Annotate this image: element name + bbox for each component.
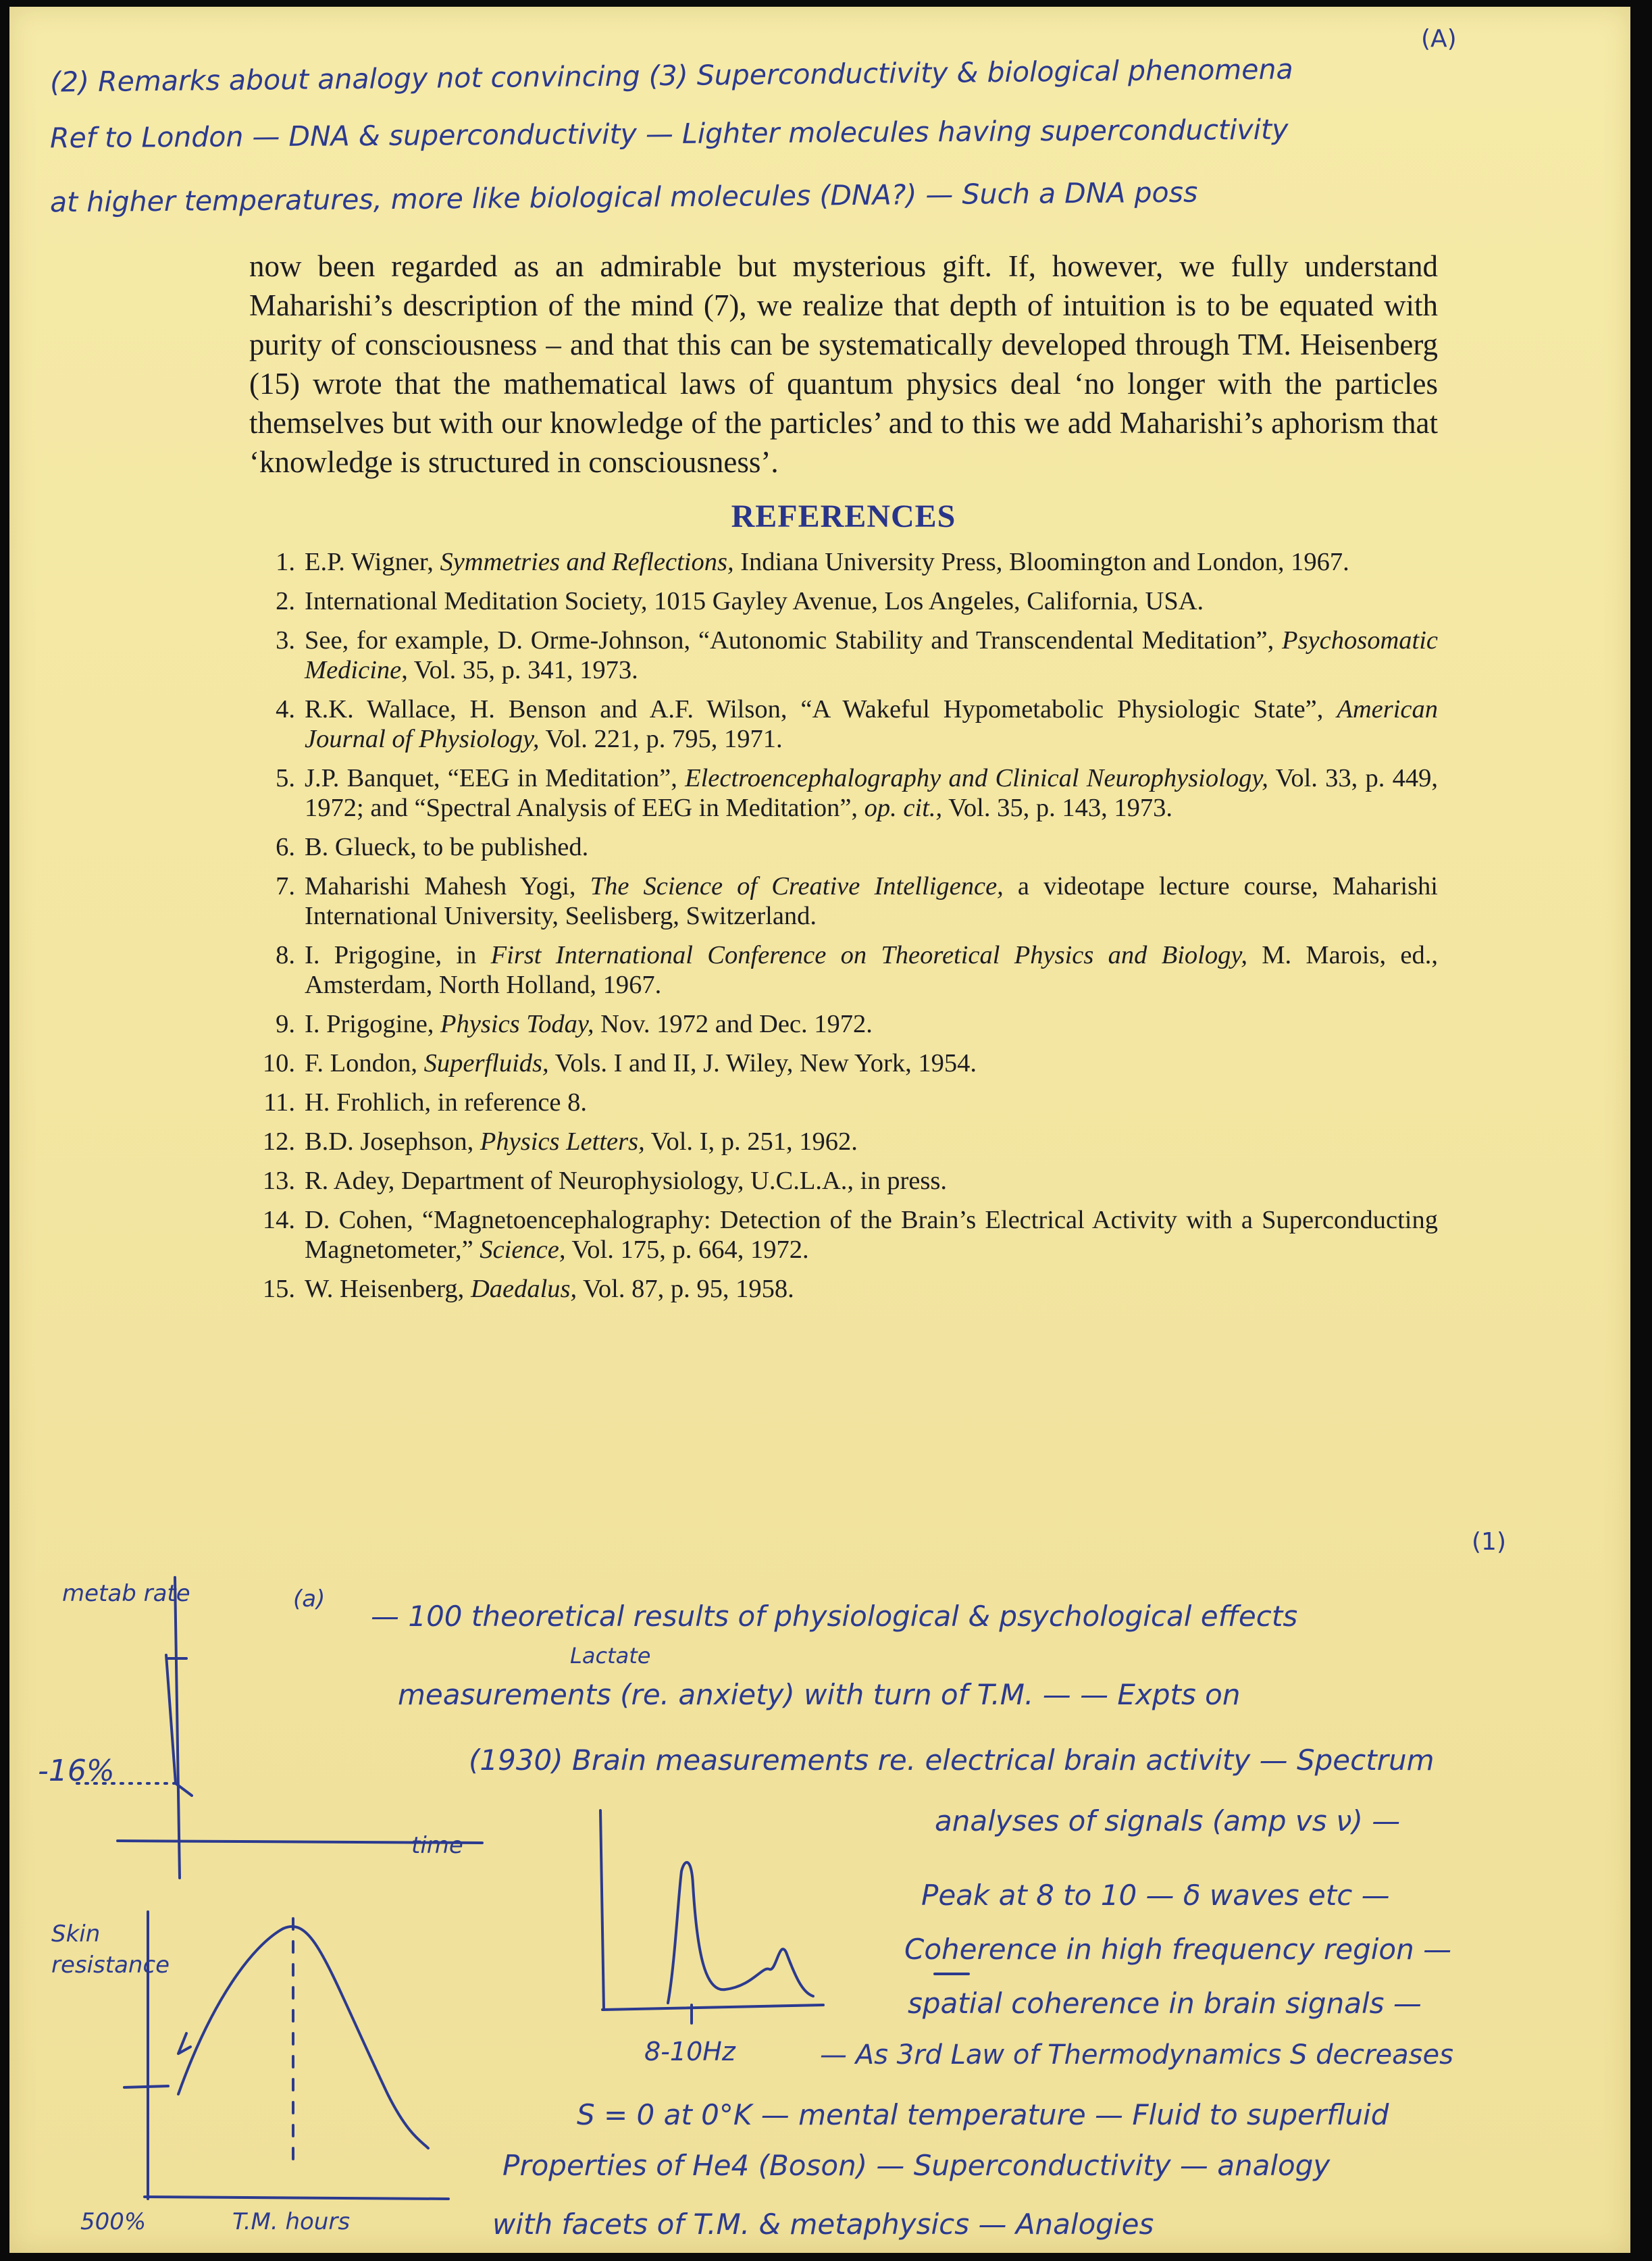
reference-italic-title: Symmetries and Reflections, — [440, 548, 734, 576]
reference-item — [249, 1048, 1438, 1078]
reference-text — [305, 832, 1438, 862]
reference-item — [249, 547, 1438, 577]
reference-text-part: Vols. I and II, J. Wiley, New York, 1954. — [548, 1049, 977, 1077]
reference-text-part: J.P. Banquet, “EEG in Meditation”, — [305, 764, 686, 792]
reference-number: 12. — [262, 1127, 295, 1156]
reference-number: 8. — [276, 941, 295, 969]
skin-resistance-curve — [178, 1927, 428, 2148]
skin-resistance-tick — [124, 2086, 168, 2087]
skin-resistance-arrow — [178, 2033, 190, 2054]
reference-text — [305, 1274, 1438, 1304]
reference-number: 6. — [276, 833, 295, 861]
reference-italic-title: Physics Letters, — [480, 1127, 645, 1156]
reference-number: 15. — [262, 1275, 295, 1303]
reference-text-part: I. Prigogine, — [305, 1010, 441, 1038]
reference-text-part: W. Heisenberg, — [305, 1275, 471, 1303]
reference-text-part: a videotape lecture course, Maharishi International University, Seelisberg, Switzerland. — [305, 872, 1438, 930]
reference-number: 4. — [276, 695, 295, 723]
reference-item — [249, 1205, 1438, 1265]
reference-text-part: Maharishi Mahesh Yogi, — [305, 872, 590, 900]
reference-number: 9. — [276, 1010, 295, 1038]
reference-number: 1. — [276, 548, 295, 576]
reference-text — [305, 1166, 1438, 1196]
reference-italic-title: op. cit., — [864, 794, 943, 822]
reference-italic-title: Psychosomatic Medicine — [305, 626, 1438, 684]
eeg-spectrum-curve — [668, 1862, 813, 2003]
reference-text — [305, 940, 1438, 1000]
reference-italic-title: Science, — [480, 1236, 566, 1264]
handwritten-item-mark: (a) — [293, 1585, 326, 1612]
document-page — [9, 7, 1630, 2253]
reference-text — [305, 1127, 1438, 1157]
reference-text-part: H. Frohlich, in reference 8. — [305, 1088, 587, 1117]
reference-italic-title: First International Conference on Theoretical Physics and Biology, — [490, 941, 1247, 969]
reference-number: 2. — [276, 587, 295, 615]
reference-number: 5. — [276, 764, 295, 792]
reference-text-part: D. Cohen, “Magnetoencephalography: Detection of the Brain’s Electrical Activity with a Superconducting Magnetometer,” — [305, 1206, 1438, 1264]
reference-text-part: M. Marois, ed., Amsterdam, North Holland, 1967. — [305, 941, 1438, 999]
reference-item — [249, 1166, 1438, 1196]
reference-text-part: Vol. I, p. 251, 1962. — [644, 1127, 858, 1156]
reference-text — [305, 1205, 1438, 1265]
printed-text-block — [249, 247, 1438, 1313]
reference-text — [305, 1009, 1438, 1039]
reference-italic-title: Physics Today, — [440, 1010, 594, 1038]
reference-italic-title: American Journal of Physiology, — [305, 695, 1438, 753]
reference-number: 14. — [262, 1206, 295, 1234]
handwritten-note-line: analyses of signals (amp vs ν) — — [935, 1804, 1401, 1837]
reference-number: 7. — [276, 872, 295, 900]
handwritten-marker-1: (1) — [1472, 1528, 1506, 1556]
reference-text — [305, 586, 1438, 616]
handwritten-note-line: at higher temperatures, more like biological molecules (DNA?) — Such a DNA poss — [49, 176, 1198, 219]
reference-italic-title: The Science of Creative Intelligence, — [590, 872, 1004, 900]
reference-italic-title: Electroencephalography and Clinical Neurophysiology, — [685, 764, 1268, 792]
sketch-label-time: time — [411, 1832, 463, 1859]
reference-text-part: R. Adey, Department of Neurophysiology, U.C.L.A., in press. — [305, 1167, 947, 1195]
reference-text-part: B.D. Josephson, — [305, 1127, 480, 1156]
reference-text-part: Vol. 35, p. 143, 1973. — [942, 794, 1172, 822]
reference-text-part: F. London, — [305, 1049, 424, 1077]
reference-text — [305, 1088, 1438, 1117]
reference-number: 11. — [263, 1088, 295, 1117]
reference-text — [305, 626, 1438, 685]
handwritten-note-line: Ref to London — DNA & superconductivity — Lighter molecules having superconductivity — [49, 113, 1289, 155]
reference-item — [249, 1274, 1438, 1304]
reference-text-part: International Meditation Society, 1015 Gayley Avenue, Los Angeles, California, USA. — [305, 587, 1204, 615]
sketch-label-skin-resistance: Skin resistance — [51, 1921, 170, 1979]
sketch-label-percent: -16% — [38, 1754, 115, 1788]
reference-text — [305, 547, 1438, 577]
reference-italic-title: Daedalus, — [470, 1275, 577, 1303]
reference-text-part: R.K. Wallace, H. Benson and A.F. Wilson, “A Wakeful Hypometabolic Physiologic State”, — [305, 695, 1337, 723]
reference-number: 3. — [276, 626, 295, 655]
reference-text-part: Vol. 33, p. 449, 1972; and “Spectral Analysis of EEG in Meditation”, — [305, 764, 1438, 822]
reference-text — [305, 763, 1438, 823]
skin-resistance-x-axis — [145, 2197, 448, 2199]
reference-text-part: Vol. 87, p. 95, 1958. — [577, 1275, 794, 1303]
body-paragraph: now been regarded as an admirable but mysterious gift. If, however, we fully understand Maharishi’s description of the mind (7), we realize that depth of intuition is to be equated with purity of consciousness – and that this can be systematically developed through TM. Heisenberg (15) wrote that the mathematical laws of quantum physics deal ‘no longer with the particles themselves but with our knowledge of the particles’ and to this we add Maharishi’s aphorism that ‘knowledge is structured in consciousness’. — [249, 249, 1438, 479]
reference-text-part: Vol. 221, p. 795, 1971. — [539, 725, 783, 753]
handwritten-note-line: Coherence in high frequency region — — [904, 1933, 1452, 1966]
handwritten-note-line: with facets of T.M. & metaphysics — Analogies — [492, 2208, 1154, 2241]
reference-text — [305, 694, 1438, 754]
reference-text-part: See, for example, D. Orme-Johnson, “Autonomic Stability and Transcendental Meditation”, — [305, 626, 1283, 655]
references-heading: REFERENCES — [731, 499, 956, 534]
reference-item — [249, 626, 1438, 685]
handwritten-note-line: (1930) Brain measurements re. electrical brain activity — Spectrum — [469, 1744, 1435, 1777]
reference-item — [249, 1127, 1438, 1157]
reference-number: 13. — [262, 1167, 295, 1195]
reference-text-part: Nov. 1972 and Dec. 1972. — [594, 1010, 873, 1038]
sketch-label-five-hundred: 500% — [80, 2208, 147, 2235]
handwritten-note-line: measurements (re. anxiety) with turn of T.M. — — Expts on — [398, 1678, 1241, 1711]
reference-text-part: Indiana University Press, Bloomington and London, 1967. — [733, 548, 1349, 576]
handwritten-marker-a: (A) — [1421, 25, 1457, 53]
reference-number: 10. — [262, 1049, 295, 1077]
reference-item — [249, 1009, 1438, 1039]
handwritten-note-line: Properties of He4 (Boson) — Superconductivity — analogy — [502, 2149, 1331, 2182]
handwritten-note-line: S = 0 at 0°K — mental temperature — Fluid to superfluid — [577, 2098, 1389, 2131]
handwritten-note-line: spatial coherence in brain signals — — [908, 1987, 1422, 2020]
metab-rate-curve — [166, 1655, 192, 1796]
sketch-label-hz: 8-10Hz — [644, 2037, 735, 2066]
reference-item — [249, 832, 1438, 862]
handwritten-note-line: — 100 theoretical results of physiological & psychological effects — [371, 1600, 1298, 1633]
reference-text — [305, 871, 1438, 931]
sketch-label-metab-rate: metab rate — [62, 1580, 190, 1607]
metab-rate-y-axis — [175, 1577, 180, 1878]
reference-item — [249, 1088, 1438, 1117]
reference-text-part: Vol. 175, p. 664, 1972. — [565, 1236, 809, 1264]
handwritten-note-line: Peak at 8 to 10 — δ waves etc — — [921, 1879, 1390, 1912]
reference-list — [249, 547, 1438, 1304]
sketch-label-tm-hours: T.M. hours — [232, 2208, 351, 2235]
reference-item — [249, 940, 1438, 1000]
eeg-spectrum-y-axis — [600, 1810, 604, 2010]
reference-item — [249, 763, 1438, 823]
handwritten-note-superscript: Lactate — [570, 1643, 651, 1669]
eeg-spectrum-x-axis — [602, 2005, 823, 2010]
handwritten-note-line: (2) Remarks about analogy not convincing (3) Superconductivity & biological phenomena — [49, 53, 1293, 99]
reference-text-part: I. Prigogine, in — [305, 941, 491, 969]
handwritten-note-line: — As 3rd Law of Thermodynamics S decreases — [820, 2039, 1453, 2071]
reference-italic-title: Superfluids, — [423, 1049, 549, 1077]
reference-text-part: , Vol. 35, p. 341, 1973. — [401, 656, 638, 684]
reference-text-part: E.P. Wigner, — [305, 548, 440, 576]
reference-item — [249, 871, 1438, 931]
reference-item — [249, 694, 1438, 754]
reference-text — [305, 1048, 1438, 1078]
reference-item — [249, 586, 1438, 616]
reference-text-part: B. Glueck, to be published. — [305, 833, 589, 861]
